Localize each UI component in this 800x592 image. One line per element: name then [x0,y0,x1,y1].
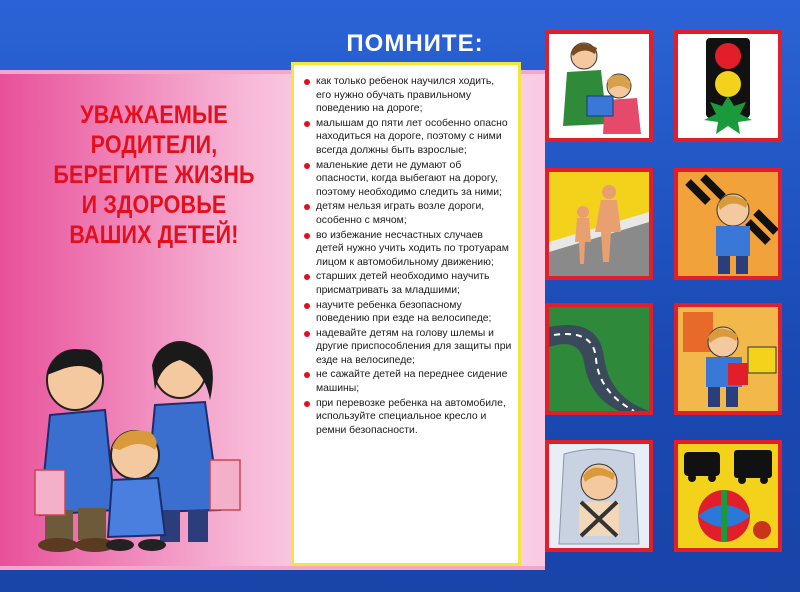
cars-and-ball-icon [678,444,778,548]
rules-box [291,62,521,566]
tile-schoolboy [674,303,782,415]
rule-item: детям нельзя играть возле дороги, особенно с мячом; [302,200,512,227]
road-icon [549,307,649,411]
schoolboy-street-icon [678,307,778,411]
rule-item: как только ребенок научился ходить, его нужно обучать правильному поведению на дороге; [302,75,512,116]
tile-pedestrians [545,168,653,280]
headline-line-1: УВАЖАЕМЫЕ [80,101,228,129]
rule-item: надевайте детям на голову шлемы и другие приспособления для защиты при езде на велосипеде; [302,327,512,368]
headline-line-2: РОДИТЕЛИ, [90,131,218,159]
tile-car-seat [545,440,653,552]
remember-title: ПОМНИТЕ: [346,30,484,57]
tile-teacher [545,30,653,142]
headline-line-3: БЕРЕГИТЕ ЖИЗНЬ [53,161,255,189]
tile-road [545,303,653,415]
rule-item: старших детей необходимо научить присматривать за младшими; [302,270,512,297]
rule-item: во избежание несчастных случаев детей нужно учить ходить по тротуарам лицом к автомобильному движению; [302,229,512,270]
rules-list [302,75,512,437]
rule-item: малышам до пяти лет особенно опасно находиться на дороге, поэтому с ними всегда должны быть взрослые; [302,117,512,158]
child-zebra-crossing-icon [678,172,778,276]
tile-traffic-light [674,30,782,142]
tile-cars-ball [674,440,782,552]
tile-zebra-child [674,168,782,280]
rule-item: научите ребенка безопасному поведению при езде на велосипеде; [302,299,512,326]
family-illustration-icon [30,340,260,560]
rule-item: не сажайте детей на переднее сидение машины; [302,368,512,395]
headline-line-5: ВАШИХ ДЕТЕЙ! [69,221,239,249]
traffic-light-icon [678,34,778,138]
headline [39,100,269,250]
child-car-seat-icon [549,444,649,548]
pedestrians-crossing-icon [549,172,649,276]
headline-line-4: И ЗДОРОВЬЕ [81,191,227,219]
rule-item: маленькие дети не думают об опасности, когда выбегают на дорогу, поэтому необходимо следить за ними; [302,159,512,200]
teacher-reading-icon [549,34,649,138]
rule-item: при перевозке ребенка на автомобиле, используйте специальное кресло и ремни безопасности. [302,397,512,438]
